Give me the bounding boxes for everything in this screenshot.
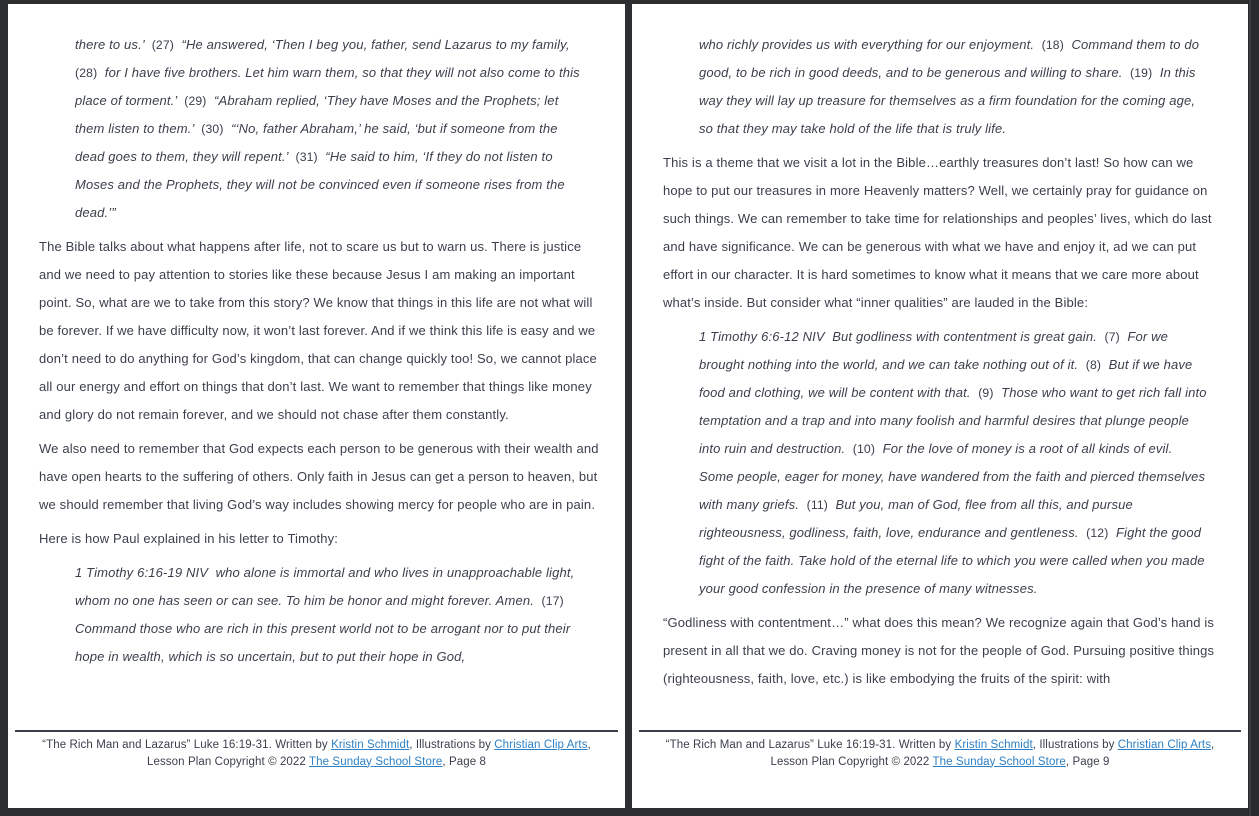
- text-run: Here is how Paul explained in his letter to Timothy:: [39, 531, 338, 546]
- verse-number: (27): [151, 38, 174, 52]
- footer-link[interactable]: Kristin Schmidt: [954, 739, 1033, 751]
- verse-number: (7): [1104, 330, 1120, 344]
- text-run: We also need to remember that God expects each person to be generous with their wealth and have open hearts to the suffering of others. Only faith in Jesus can get a person to heaven, but we should remember that living God’s way includes showing mercy for people who are in pain.: [39, 441, 603, 512]
- footer-link[interactable]: Christian Clip Arts: [494, 739, 588, 751]
- text-run: Those who want to get rich fall into temptation and a trap and into many foolish and harmful desires that plunge people into ruin and destruction.: [699, 385, 1211, 456]
- footer-link[interactable]: Kristin Schmidt: [331, 739, 410, 751]
- text-run: “He answered, ‘Then I beg you, father, send Lazarus to my family,: [173, 37, 578, 52]
- footer-text: , Illustrations by: [409, 739, 495, 751]
- verse-number: (9): [978, 386, 994, 400]
- text-run: “‘No, father Abraham,’ he said, ‘but if someone from the dead goes to them, they will repent.’: [75, 121, 562, 164]
- text-run: The Bible talks about what happens after life, not to scare us but to warn us. There is justice and we need to pay attention to stories like these because Jesus I am making an important point. So, what are we to take from this story? We know that things in this life are not what will be forever. If we have difficulty now, it won’t last forever. And if we think this life is easy and we don’t need to do anything for God’s kingdom, that can change quickly too! So, we cannot place all our energy and effort on things that don’t last. We want to remember that things like money and glory do not remain forever, and we should not chase after them constantly.: [39, 239, 601, 422]
- verse-number: (19): [1130, 66, 1153, 80]
- footer-text: , Lesson Plan Copyright © 2022: [146, 739, 591, 768]
- scripture-quote: [75, 559, 599, 671]
- verse-number: (12): [1086, 526, 1109, 540]
- footer-text: “The Rich Man and Lazarus” Luke 16:19-31. Written by: [665, 739, 955, 751]
- page-9: [632, 4, 1248, 808]
- footer-text: “The Rich Man and Lazarus” Luke 16:19-31. Written by: [42, 739, 332, 751]
- verse-number: (8): [1085, 358, 1102, 372]
- verse-number: (10): [852, 442, 876, 456]
- scripture-quote: [699, 31, 1222, 143]
- text-run: For the love of money is a root of all kinds of evil. Some people, eager for money, have wandered from the faith and pierced themselves with many griefs.: [699, 441, 1209, 512]
- text-run: 1 Timothy 6:16-19 NIV who alone is immortal and who lives in unapproachable light, whom no one has seen or can see. To him be honor and might forever. Amen.: [75, 565, 579, 608]
- page-9-footer: [648, 737, 1232, 770]
- page-8-content: [8, 4, 625, 677]
- text-run: there to us.’: [75, 37, 152, 52]
- footer-text: , Illustrations by: [1032, 739, 1118, 751]
- body-paragraph: [39, 233, 599, 429]
- footer-text: , Lesson Plan Copyright © 2022: [770, 739, 1215, 768]
- verse-number: (30): [201, 122, 224, 136]
- text-run: Command those who are rich in this present world not to be arrogant nor to put their hope in wealth, which is so uncertain, but to put their hope in God,: [75, 593, 575, 664]
- text-run: But if we have food and clothing, we will be content with that.: [699, 357, 1197, 400]
- verse-number: (11): [806, 498, 828, 512]
- body-paragraph: [663, 609, 1222, 693]
- footer-link[interactable]: The Sunday School Store: [309, 755, 443, 768]
- scrollbar-edge-line: [1249, 0, 1251, 816]
- text-run: for I have five brothers. Let him warn them, so that they will not also come to this place of torment.’: [75, 65, 584, 108]
- scripture-quote: [699, 323, 1222, 603]
- text-run: 1 Timothy 6:6-12 NIV But godliness with contentment is great gain.: [699, 329, 1105, 344]
- text-run: “He said to him, ‘If they do not listen to Moses and the Prophets, they will not be convinced even if someone rises from the dead.’”: [75, 149, 569, 220]
- verse-number: (28): [75, 66, 98, 80]
- page-8-footer-rule: [15, 730, 618, 770]
- verse-number: (17): [541, 594, 564, 608]
- scrollbar-track[interactable]: [1248, 0, 1259, 816]
- scripture-quote: [75, 31, 599, 227]
- text-run: For we brought nothing into the world, and we can take nothing out of it.: [699, 329, 1172, 372]
- text-run: “Godliness with contentment…” what does this mean? We recognize again that God’s hand is present in all that we do. Craving money is not for the people of God. Pursuing positive things (righteousness, faith, love, etc.) is like embodying the fruits of the spirit: with: [663, 615, 1218, 686]
- body-paragraph: [39, 525, 599, 553]
- footer-text: , Page 8: [442, 755, 487, 768]
- page-8-footer: [25, 737, 609, 770]
- body-paragraph: [39, 435, 603, 519]
- text-run: Command them to do good, to be rich in good deeds, and to be generous and willing to share.: [699, 37, 1203, 80]
- text-run: “Abraham replied, ‘They have Moses and the Prophets; let them listen to them.’: [75, 93, 563, 136]
- body-paragraph: [663, 149, 1222, 317]
- verse-number: (29): [184, 94, 207, 108]
- verse-number: (18): [1041, 38, 1064, 52]
- page-9-footer-rule: [639, 730, 1241, 770]
- text-run: who richly provides us with everything for our enjoyment.: [699, 37, 1042, 52]
- text-run: In this way they will lay up treasure for themselves as a firm foundation for the coming age, so that they may take hold of the life that is truly life.: [699, 65, 1200, 136]
- footer-link[interactable]: Christian Clip Arts: [1117, 739, 1212, 751]
- verse-number: (31): [295, 150, 318, 164]
- page-8: [8, 4, 625, 808]
- footer-text: , Page 9: [1065, 755, 1110, 768]
- page-9-content: [632, 4, 1248, 699]
- text-run: Fight the good fight of the faith. Take hold of the eternal life to which you were called when you made your good confession in the presence of many witnesses.: [699, 525, 1209, 596]
- text-run: But you, man of God, flee from all this, and pursue righteousness, godliness, faith, love, endurance and gentleness.: [699, 497, 1137, 540]
- footer-link[interactable]: The Sunday School Store: [932, 755, 1066, 768]
- text-run: This is a theme that we visit a lot in the Bible…earthly treasures don’t last! So how can we hope to put our treasures in more Heavenly matters? Well, we certainly pray for guidance on such things. We can remember to take time for relationships and peoples’ lives, which do last and have significance. We can be generous with what we have and enjoy it, ad we can put effort in our character. It is hard sometimes to know what it means that we care more about what’s inside. But consider what “inner qualities” are lauded in the Bible:: [663, 155, 1216, 310]
